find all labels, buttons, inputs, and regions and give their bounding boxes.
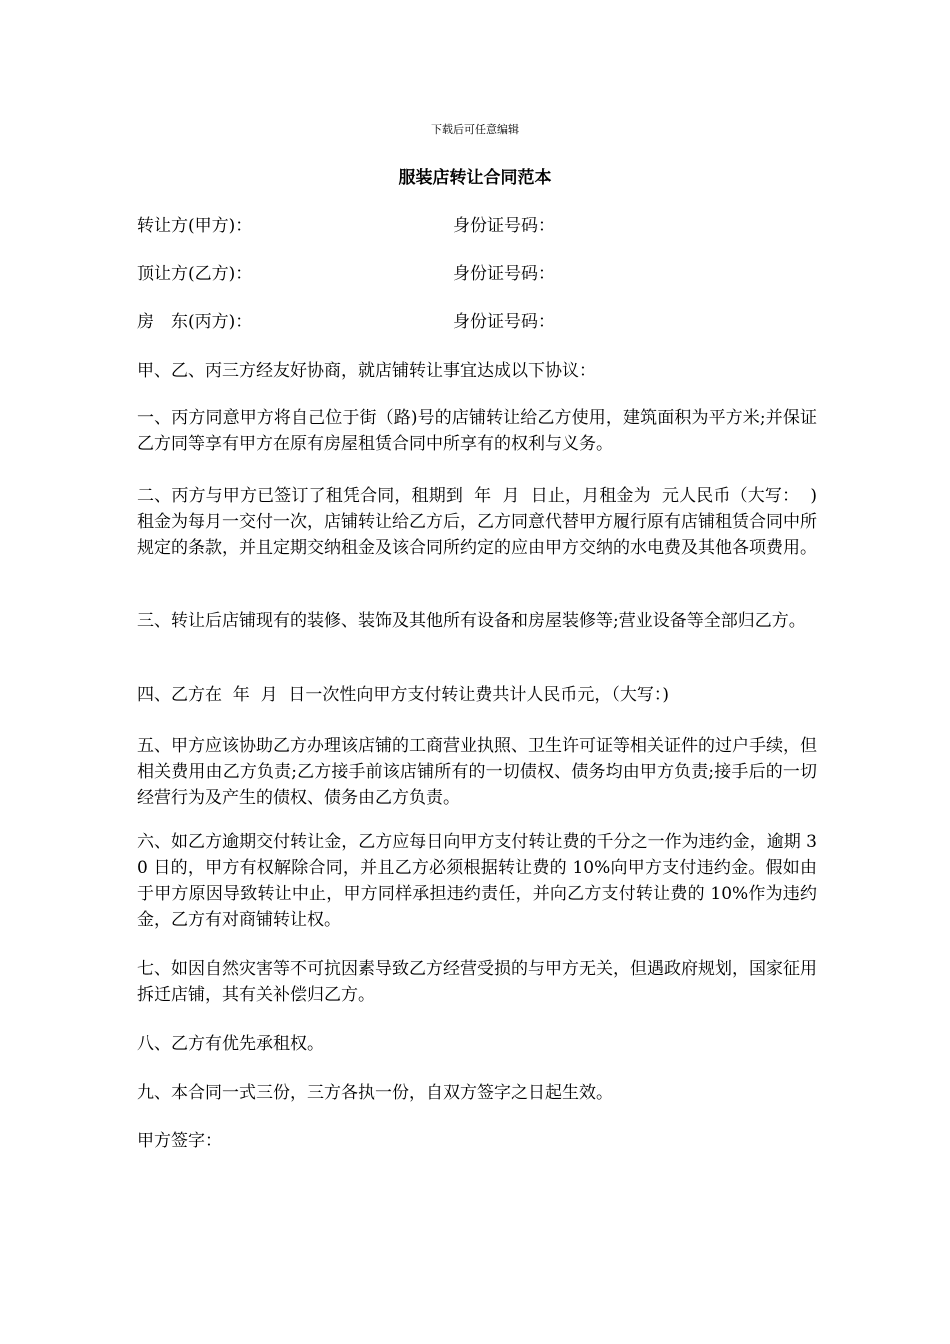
document-title: 服装店转让合同范本 — [398, 168, 552, 188]
party-label: 转让方(甲方)： — [137, 216, 253, 236]
clause-3: 三、转让后店铺现有的装修、装饰及其他所有设备和房屋装修等;营业设备等全部归乙方。 — [137, 611, 806, 631]
id-number-label: 身份证号码： — [453, 216, 555, 236]
clause-7: 七、如因自然灾害等不可抗因素导致乙方经营受损的与甲方无关，但遇政府规划，国家征用拆迁店铺，其有关补偿归乙方。 — [137, 959, 817, 1005]
party-row-transferee — [137, 262, 817, 286]
intro-paragraph: 甲、乙、丙三方经友好协商，就店铺转让事宜达成以下协议： — [137, 361, 596, 381]
signature-line: 甲方签字： — [137, 1131, 222, 1151]
clause-8: 八、乙方有优先承租权。 — [137, 1034, 324, 1054]
party-label: 顶让方(乙方)： — [137, 264, 253, 284]
clause-5: 五、甲方应该协助乙方办理该店铺的工商营业执照、卫生许可证等相关证件的过户手续，但相关费用由乙方负责;乙方接手前该店铺所有的一切债权、债务均由甲方负责;接手后的一切经营行为及产生的债权、债务由乙方负责。 — [137, 736, 817, 808]
party-label: 房 东(丙方)： — [137, 312, 253, 332]
clause-2: 二、丙方与甲方已签订了租凭合同，租期到 年 月 日止，月租金为 元人民币（大写： )租金为每月一交付一次，店铺转让给乙方后，乙方同意代替甲方履行原有店铺租赁合同中所规定的条款，并且定期交纳租金及该合同所约定的应由甲方交纳的水电费及其他各项费用。 — [137, 486, 817, 558]
clause-1: 一、丙方同意甲方将自己位于街（路)号的店铺转让给乙方使用，建筑面积为平方米;并保证乙方同等享有甲方在原有房屋租赁合同中所享有的权利与义务。 — [137, 408, 817, 454]
party-row-landlord — [137, 310, 817, 334]
id-number-label: 身份证号码： — [453, 312, 555, 332]
clause-4: 四、乙方在 年 月 日一次性向甲方支付转让费共计人民币元，（大写：) — [137, 685, 670, 705]
id-number-label: 身份证号码： — [453, 264, 555, 284]
clause-9: 九、本合同一式三份，三方各执一份，自双方签字之日起生效。 — [137, 1083, 613, 1103]
party-row-transferor — [137, 214, 817, 238]
header-note: 下载后可任意编辑 — [431, 123, 519, 136]
clause-6: 六、如乙方逾期交付转让金，乙方应每日向甲方支付转让费的千分之一作为违约金，逾期 30 日的，甲方有权解除合同，并且乙方必须根据转让费的 10%向甲方支付违约金。假如由于甲方原因导致转让中止，甲方同样承担违约责任，并向乙方支付转让费的 10%作为违约金，乙方有对商铺转让权。 — [137, 832, 817, 930]
